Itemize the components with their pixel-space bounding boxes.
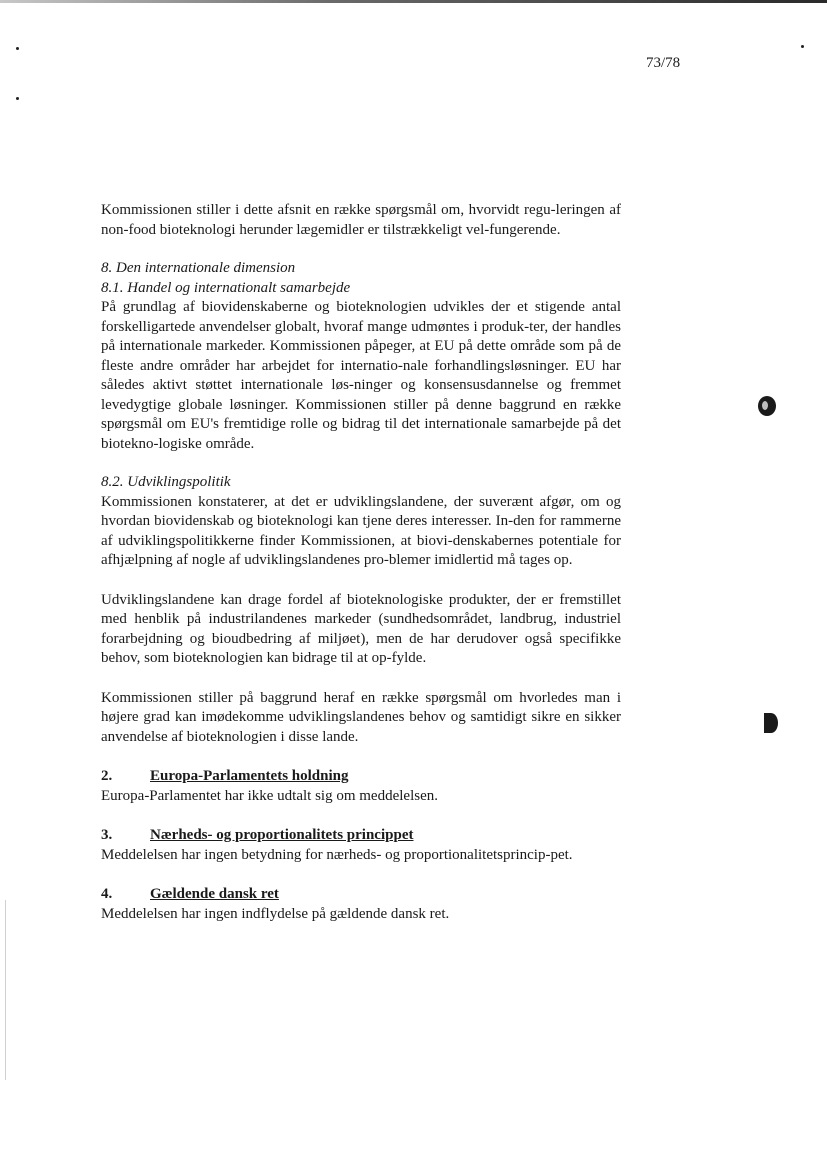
section-8-2-heading: 8.2. Udviklingspolitik <box>101 474 231 490</box>
section-3-heading <box>101 826 621 846</box>
punch-hole-mark <box>764 713 778 733</box>
scan-edge-line <box>5 900 6 1080</box>
section-title: Nærheds- og proportionalitets princippet <box>150 827 414 843</box>
section-2-heading <box>101 767 621 787</box>
section-number: 2. <box>101 768 113 784</box>
section-8-1-heading: 8.1. Handel og internationalt samarbejde <box>101 279 351 296</box>
section-8-heading: 8. Den internationale dimension <box>101 260 296 276</box>
section-8-1-paragraph: På grundlag af biovidenskaberne og bioteknologien udvikles der et stigende antal forskelligartede anvendelser globalt, hvoraf mange udmøntes i produk-ter, der handles på internationale markeder. Kommissionen påpeger, at EU på dette område som på de fleste andre områder har arbejdet for internatio-nale forhandlingsløsninger. EU har således aktivt støttet internationale løs-ninger og konsensusdannelse og fremmet levedygtige globale løsninger. Kommissionen stiller på denne baggrund en række spørgsmål om EU's fremtidige rolle og bidrag til det internationale samarbejde på det biotekno-logiske område. <box>101 299 621 452</box>
section-title: Gældende dansk ret <box>150 886 279 902</box>
scan-top-rule <box>0 0 827 3</box>
scan-speck <box>801 45 804 48</box>
section-title: Europa-Parlamentets holdning <box>150 768 349 784</box>
section-4-heading <box>101 885 621 905</box>
section-8-2-paragraph-3: Kommissionen stiller på baggrund heraf en række spørgsmål om hvorledes man i højere grad kan imødekomme udviklingslandenes behov og samtidigt sikre en sikker anvendelse af bioteknologien i disse lande. <box>101 689 621 745</box>
section-8-2-paragraph-2: Udviklingslandene kan drage fordel af bioteknologiske produkter, der er fremstillet med henblik på industrilandenes markeder (sundhedsområdet, landbrug, industriel forarbejdning og bioudbedring af miljøet), men de har derudover også specifikke behov, som bioteknologien kan bidrage til at op-fylde. <box>101 591 621 666</box>
document-body <box>101 201 621 924</box>
scan-speck <box>16 47 19 50</box>
section-number: 3. <box>101 827 113 843</box>
scan-speck <box>16 97 19 100</box>
page-number: 73/78 <box>646 55 681 71</box>
section-3-paragraph: Meddelelsen har ingen betydning for nærheds- og proportionalitetsprincip-pet. <box>101 846 573 863</box>
section-number: 4. <box>101 886 113 902</box>
section-8-2-paragraph-1: Kommissionen konstaterer, at det er udviklingslandene, der suverænt afgør, om og hvordan biovidenskab og bioteknologi kan tjene deres interesser. In-den for rammerne af udviklingspolitikkerne finder Kommissionen, at biovi-denskabernes potentiale for afhjælpning af nogle af udviklingslandenes pro-blemer imidlertid må tages op. <box>101 493 621 568</box>
section-2-paragraph: Europa-Parlamentet har ikke udtalt sig om meddelelsen. <box>101 787 438 804</box>
punch-hole-mark <box>758 396 776 416</box>
intro-paragraph: Kommissionen stiller i dette afsnit en række spørgsmål om, hvorvidt regu-leringen af non-food bioteknologi herunder lægemidler er tilstrækkeligt vel-fungerende. <box>101 202 621 238</box>
section-4-paragraph: Meddelelsen har ingen indflydelse på gældende dansk ret. <box>101 905 450 922</box>
